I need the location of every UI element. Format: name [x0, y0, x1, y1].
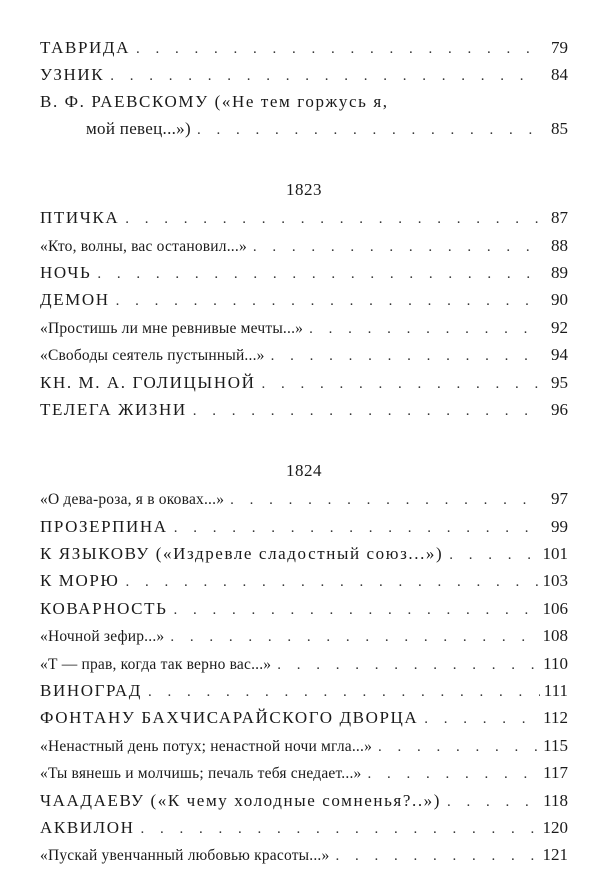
leader-dots [253, 234, 540, 261]
entry-page-number: 118 [543, 790, 568, 810]
entry-title: «Ты вянешь и молчишь; печаль тебя снедает...» [40, 765, 362, 783]
toc-entry[interactable] [40, 677, 568, 704]
entry-title: ПТИЧКА [40, 208, 120, 228]
entry-page-number: 103 [542, 571, 568, 591]
toc-entry[interactable] [40, 34, 568, 61]
entry-title: ТЕЛЕГА ЖИЗНИ [40, 399, 187, 419]
leader-dots [170, 624, 538, 651]
entry-page-number: 92 [551, 317, 568, 337]
entry-page-number: 85 [551, 118, 568, 138]
entry-page-number: 112 [543, 708, 568, 728]
entry-page-number: 96 [551, 399, 568, 419]
entry-title: УЗНИК [40, 65, 105, 85]
leader-dots [116, 288, 540, 315]
toc-entry[interactable] [40, 732, 568, 759]
leader-dots [173, 597, 538, 624]
toc-entry[interactable] [40, 513, 568, 540]
toc-entry[interactable] [40, 841, 568, 868]
entry-page-number: 89 [551, 262, 568, 282]
toc-entry[interactable] [40, 540, 568, 567]
entry-page-number: 117 [543, 763, 568, 783]
leader-dots [378, 734, 539, 761]
entry-title: ФОНТАНУ БАХЧИСАРАЙСКОГО ДВОРЦА [40, 708, 419, 728]
toc-entry[interactable] [40, 286, 568, 313]
entry-title: «Свободы сеятель пустынный...» [40, 347, 265, 365]
entry-page-number: 97 [551, 489, 568, 509]
entry-title: ВИНОГРАД [40, 681, 142, 701]
entry-page-number: 84 [551, 65, 568, 85]
entry-title: ДЕМОН [40, 290, 110, 310]
leader-dots [449, 542, 538, 569]
toc-entry[interactable] [40, 369, 568, 396]
toc-entry[interactable] [40, 622, 568, 649]
entry-title: ТАВРИДА [40, 38, 130, 57]
entry-title: «Кто, волны, вас остановил...» [40, 237, 247, 255]
entry-page-number: 106 [542, 598, 568, 618]
entry-title: В. Ф. РАЕВСКОМУ («Не тем горжусь я, [40, 91, 389, 111]
entry-title: КН. М. А. ГОЛИЦЫНОЙ [40, 372, 256, 392]
entry-page-number: 121 [542, 845, 568, 865]
toc-entry[interactable] [40, 259, 568, 286]
entry-title: «Пускай увенчанный любовью красоты...» [40, 847, 330, 865]
entry-title: «О дева-роза, я в оковах...» [40, 491, 225, 509]
entry-page-number: 99 [551, 516, 568, 536]
entry-page-number: 87 [551, 208, 568, 228]
entry-title: К МОРЮ [40, 571, 120, 591]
entry-page-number: 111 [543, 681, 568, 701]
toc-entry[interactable] [40, 595, 568, 622]
entry-title: АКВИЛОН [40, 817, 135, 837]
leader-dots [136, 36, 540, 63]
entry-page-number: 94 [551, 345, 568, 365]
table-of-contents [40, 34, 568, 869]
section-year: 1824 [286, 461, 322, 481]
toc-entry[interactable] [40, 759, 568, 786]
leader-dots [141, 816, 539, 843]
entry-page-number: 108 [542, 626, 568, 646]
leader-dots [197, 117, 540, 144]
entry-title: «Простишь ли мне ревнивые мечты...» [40, 319, 304, 337]
toc-entry[interactable] [40, 61, 568, 88]
toc-entry[interactable] [40, 787, 568, 814]
toc-entry[interactable] [40, 232, 568, 259]
section-year: 1823 [286, 180, 322, 200]
entry-page-number: 90 [551, 290, 568, 310]
leader-dots [110, 63, 540, 90]
entry-title: «Ночной зефир...» [40, 628, 165, 646]
leader-dots [148, 679, 540, 706]
leader-dots [193, 398, 540, 425]
leader-dots [174, 515, 540, 542]
leader-dots [309, 316, 540, 343]
entry-page-number: 120 [542, 817, 568, 837]
leader-dots [230, 487, 540, 514]
leader-dots [97, 261, 540, 288]
entry-title: «Ненастный день потух; ненастной ночи мгла...» [40, 737, 373, 755]
leader-dots [126, 569, 539, 596]
entry-page-number: 101 [542, 544, 568, 564]
leader-dots [335, 843, 538, 870]
leader-dots [277, 652, 539, 679]
entry-page-number: 110 [543, 653, 568, 673]
toc-entry[interactable] [40, 314, 568, 341]
toc-entry[interactable] [40, 396, 568, 423]
entry-title: ПРОЗЕРПИНА [40, 516, 168, 536]
entry-title: «Т — прав, когда так верно вас...» [40, 655, 272, 673]
leader-dots [261, 371, 540, 398]
toc-entry[interactable] [40, 650, 568, 677]
leader-dots [424, 706, 539, 733]
leader-dots [125, 206, 540, 233]
toc-entry-continuation[interactable] [40, 115, 568, 142]
leader-dots [367, 761, 539, 788]
entry-page-number: 115 [543, 735, 568, 755]
leader-dots [271, 343, 540, 370]
entry-page-number: 95 [551, 372, 568, 392]
toc-entry[interactable] [40, 89, 568, 115]
entry-title-continuation: мой певец...») [86, 118, 191, 138]
entry-page-number: 79 [551, 38, 568, 57]
toc-entry[interactable] [40, 704, 568, 731]
toc-entry[interactable] [40, 485, 568, 512]
entry-page-number: 88 [551, 235, 568, 255]
toc-entry[interactable] [40, 341, 568, 368]
toc-entry[interactable] [40, 204, 568, 231]
leader-dots [447, 789, 539, 816]
toc-entry[interactable] [40, 567, 568, 594]
entry-title: КОВАРНОСТЬ [40, 598, 168, 618]
entry-title: К ЯЗЫКОВУ («Издревле сладостный союз...») [40, 544, 444, 564]
toc-entry[interactable] [40, 814, 568, 841]
entry-title: НОЧЬ [40, 262, 92, 282]
entry-title: ЧААДАЕВУ («К чему холодные сомненья?..») [40, 790, 442, 810]
